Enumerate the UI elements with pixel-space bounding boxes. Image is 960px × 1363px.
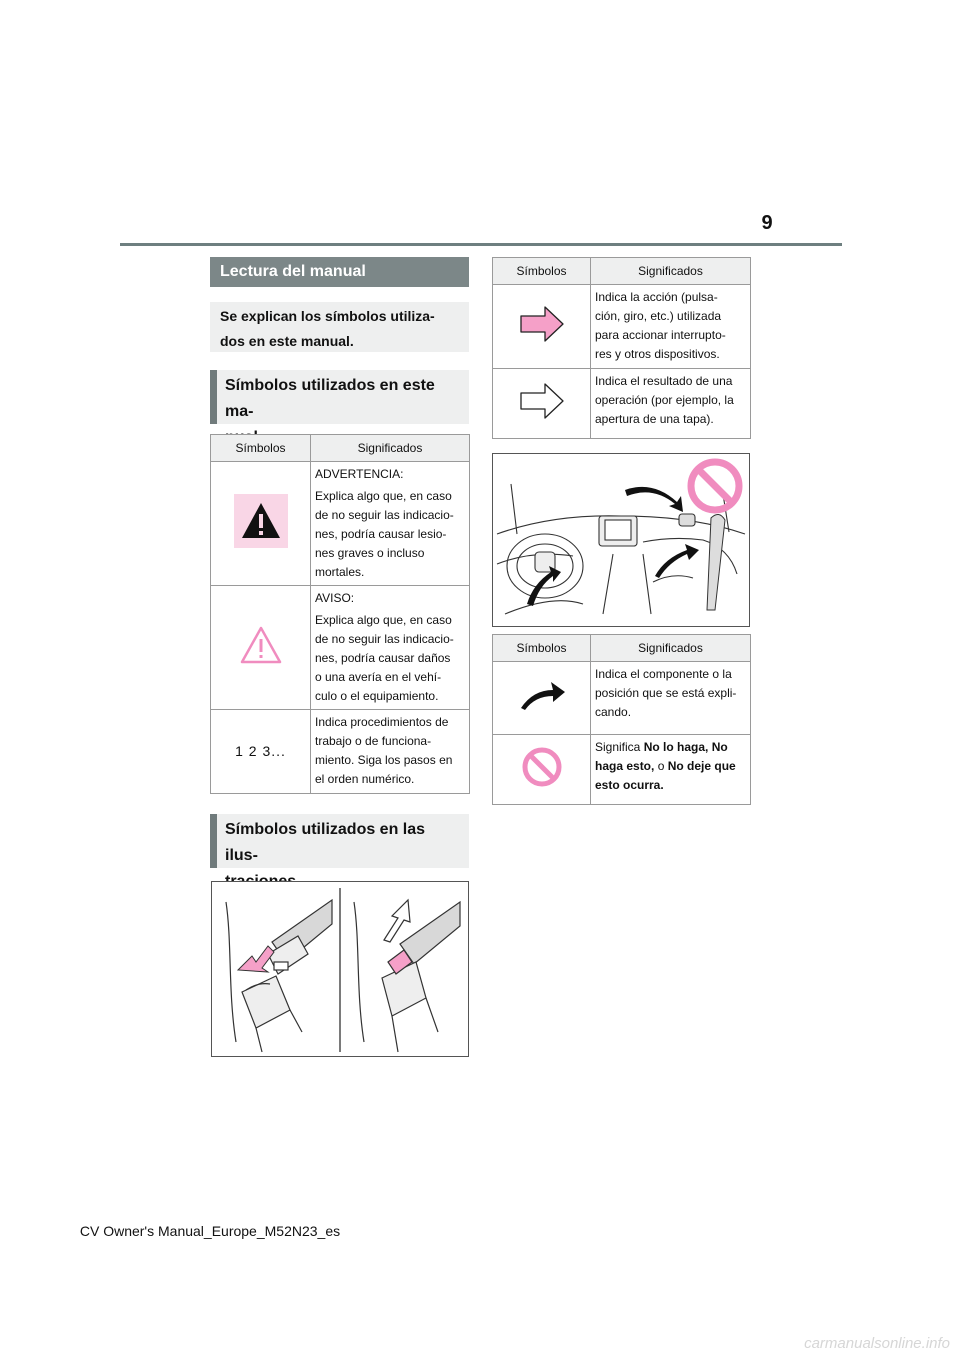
- subsection-title-illustrations: [210, 814, 469, 868]
- symbol-line: nes, podría causar daños: [315, 651, 451, 665]
- header-symbols: Símbolos: [493, 258, 591, 285]
- header-meanings: Significados: [591, 635, 751, 662]
- illustration-symbols-table-b: [492, 634, 751, 805]
- meaning-mid: o: [654, 759, 668, 773]
- manual-symbols-table: [210, 434, 470, 794]
- warning-filled-icon: [234, 494, 288, 548]
- watermark-drawing: [700, 1328, 960, 1358]
- table-header-row: [493, 635, 751, 662]
- header-meanings: Significados: [591, 258, 751, 285]
- table-header-row: [211, 435, 470, 462]
- symbol-line: el orden numérico.: [315, 772, 415, 786]
- footer-text: CV Owner's Manual_Europe_M52N23_es: [79, 1223, 341, 1239]
- symbol-line: mortales.: [315, 565, 365, 579]
- symbol-line: Explica algo que, en caso: [315, 613, 452, 627]
- symbol-title: AVISO:: [315, 591, 355, 605]
- symbol-line: Indica la acción (pulsa-: [595, 290, 718, 304]
- svg-text:carmanualsonline.info: carmanualsonline.info: [804, 1335, 950, 1352]
- header-meanings: Significados: [311, 435, 470, 462]
- intro-line: Se explican los símbolos utiliza-: [220, 308, 435, 324]
- symbol-line: Indica el resultado de una: [595, 374, 733, 388]
- outline-arrow-icon: [519, 382, 565, 420]
- meaning-bold: haga esto,: [595, 759, 655, 773]
- table-row: [493, 735, 751, 805]
- symbol-line: nes graves o incluso: [315, 546, 425, 560]
- symbol-line: culo o el equipamiento.: [315, 689, 439, 703]
- seatbelt-drawing: [212, 882, 468, 1056]
- symbol-line: nes, podría causar lesio-: [315, 527, 447, 541]
- intro-line: dos en este manual.: [220, 333, 354, 349]
- illustration-symbols-table-a: [492, 257, 751, 439]
- curved-arrow-icon: [517, 680, 567, 712]
- subsection-line: Símbolos utilizados en las ilus-: [225, 821, 426, 864]
- symbol-line: o una avería en el vehí-: [315, 670, 442, 684]
- prohibition-icon: [521, 746, 563, 788]
- symbol-line: de no seguir las indicacio-: [315, 508, 454, 522]
- pink-arrow-icon: [519, 305, 565, 343]
- meaning-bold: esto ocurra.: [595, 778, 664, 792]
- intro-text: [210, 302, 469, 352]
- table-header-row: [493, 258, 751, 285]
- watermark-logo: [700, 1328, 960, 1358]
- header-symbols: Símbolos: [211, 435, 311, 462]
- dashboard-illustration: [492, 453, 750, 627]
- header-rule: [120, 243, 842, 246]
- table-row: [211, 710, 470, 794]
- table-row: [211, 586, 470, 710]
- table-row: [493, 285, 751, 369]
- meaning-lead: Significa: [595, 740, 644, 754]
- subsection-line: Símbolos utilizados en este ma-: [225, 377, 435, 420]
- table-row: [493, 662, 751, 735]
- page-number: 9: [761, 212, 773, 234]
- symbol-title: ADVERTENCIA:: [315, 467, 404, 481]
- table-row: [493, 369, 751, 439]
- meaning-bold: No deje que: [667, 759, 736, 773]
- symbol-line: cando.: [595, 705, 632, 719]
- symbol-line: ción, giro, etc.) utilizada: [595, 309, 722, 323]
- numbered-steps-icon: 1 2 3...: [235, 742, 286, 759]
- symbol-line: miento. Siga los pasos en: [315, 753, 453, 767]
- symbol-line: trabajo o de funciona-: [315, 734, 432, 748]
- dashboard-drawing: [493, 454, 749, 626]
- section-title: Lectura del manual: [210, 257, 469, 287]
- symbol-line: de no seguir las indicacio-: [315, 632, 454, 646]
- symbol-line: apertura de una tapa).: [595, 412, 714, 426]
- symbol-line: operación (por ejemplo, la: [595, 393, 734, 407]
- subsection-title-manual: [210, 370, 469, 424]
- symbol-line: res y otros dispositivos.: [595, 347, 720, 361]
- symbol-line: posición que se está expli-: [595, 686, 737, 700]
- symbol-line: para accionar interrupto-: [595, 328, 726, 342]
- symbol-line: Indica el componente o la: [595, 667, 732, 681]
- caution-outline-icon: [239, 625, 283, 665]
- meaning-bold: No lo haga, No: [643, 740, 728, 754]
- header-symbols: Símbolos: [493, 635, 591, 662]
- symbol-line: Indica procedimientos de: [315, 715, 449, 729]
- symbol-line: Explica algo que, en caso: [315, 489, 452, 503]
- seatbelt-illustration: [211, 881, 469, 1057]
- table-row: [211, 462, 470, 586]
